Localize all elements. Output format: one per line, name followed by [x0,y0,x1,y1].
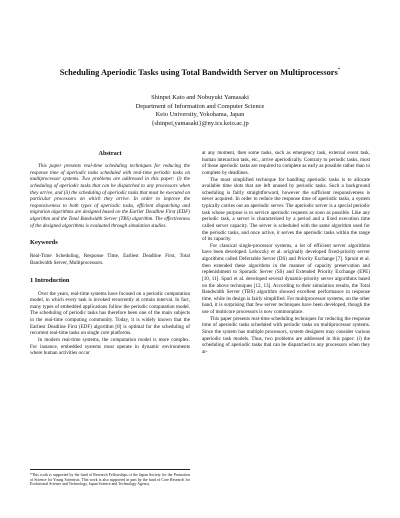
author-department: Department of Information and Computer Science [135,102,265,110]
right-paragraph-4: This paper presents real-time scheduling techniques for reducing the response time of aperiodic tasks scheduled with periodic tasks on multiprocessor systems. Since the system has multiple processors, system designers may consider various aperiodic task models. Thus, two problems are addressed in this paper: (i) the scheduling of aperiodic tasks that can be dispatched to any processors when they ar- [202,315,370,355]
abstract-heading: Abstract [98,150,122,157]
author-block [100,94,300,128]
author-names: Shinpei Kato and Nobuyuki Yamasaki [151,94,249,101]
abstract-text: This paper presents real-time scheduling techniques for reducing the response time of aperiodic tasks scheduled with real-time periodic tasks on multiprocessor systems. Two problems are addressed in this paper: (i) the scheduling of aperiodic tasks that can be dispatched to any processors when they arrive, and (ii) the scheduling of aperiodic tasks that must be executed on particular processors on which they arrive. In order to improve the responsiveness to both types of aperiodic tasks, efficient dispatching and migration algorithms are designed based on the Earlier Deadline First (EDF) algorithm and the Total Bandwidth Server (TBS) algorithm. The effectiveness of the designed algorithms is evaluated through simulation studies. [30,163,190,229]
right-paragraph-1: at any moment, then some tasks, such as emergency task, external event task, human interaction task, etc., arrive aperiodically. Contrary to periodic tasks, most of those aperiodic tasks are required to complete as early as possible rather than to complete by deadlines. [202,150,370,176]
keywords-text: Real-Time Scheduling, Response Time, Earliest Deadline First, Total Bandwidth Server, Multiprocessors. [30,253,190,266]
left-column [30,150,190,357]
funding-footnote: *This work is supported by the fund of Research Fellowships of the Japan Society for the Promotion of Science for Young Scientists. This work is also supported in part by the fund of Core Research for Evolutional Science and Technology, Japan Science and Technology Agency. [30,469,190,487]
keywords-heading: Keywords [30,239,58,247]
intro-paragraph-2: In modern real-time systems, the computation model is more complex. For instance, embedded systems must operate in dynamic environments where human activities occur [30,336,190,357]
paper-title [20,66,380,78]
right-column [202,150,370,355]
title-footnote-mark: * [337,68,341,73]
introduction-heading: 1 Introduction [30,276,70,284]
author-email: {shinpei,yamasaki}@ny.ics.keio.ac.jp [151,119,249,127]
right-paragraph-2: The most simplified technique for handling aperiodic tasks is to allocate available time slots that are left unused by periodic tasks. Such a background scheduling is fairly straightforward, however the sufficient responsiveness is never acquired. In order to reduce the response time of aperiodic tasks, a system typically carries out an aperiodic server. The aperiodic server is a special periodic task whose purpose is to service aperiodic requests as soon as possible. Like any periodic task, a server is characterized by a period and a fixed execution time called server capacity. The server is scheduled with the same algorithm used for the periodic tasks, and once active, it serves the aperiodic tasks within the range of its capacity. [202,176,370,243]
right-paragraph-3: For classical single-processor systems, a lot of efficient server algorithms have been developed. Lehoczky et al. originally developed fixed-priority server algorithms called Deferrable Server (DS) and Priority Exchange [7]. Sprunt et al. then extended these algorithms in the manner of capacity preservation and replenishment to Sporadic Server (SS) and Extended Priority Exchange (EPE) [10, 11]. Spuri et al. developed several dynamic-priority server algorithms based on the above techniques [12, 13]. According to their simulation results, the Total Bandwidth Server (TBS) algorithm showed excellent performance in response time, while its design is fairly simplified. For multiprocessor systems, on the other hand, it is surprising that few server techniques have been developed, though the use of multicore processors is now commonplace. [202,242,370,315]
author-university: Keio University, Yokohama, Japan [155,111,245,119]
intro-paragraph-1: Over the years, real-time systems have focused on a periodic computation model, in which every task is invoked recurrently at certain interval. In fact, many types of embedded applications follow the periodic computation model. The scheduling of periodic tasks has therefore been one of the main subjects in the real-time computing community. Today, it is widely known that the Earliest Deadline First (EDF) algorithm [8] is optimal for the scheduling of recurrent real-time tasks on single core platforms. [30,290,190,337]
title-text: Scheduling Aperiodic Tasks using Total Bandwidth Server on Multiprocessors [59,67,338,77]
